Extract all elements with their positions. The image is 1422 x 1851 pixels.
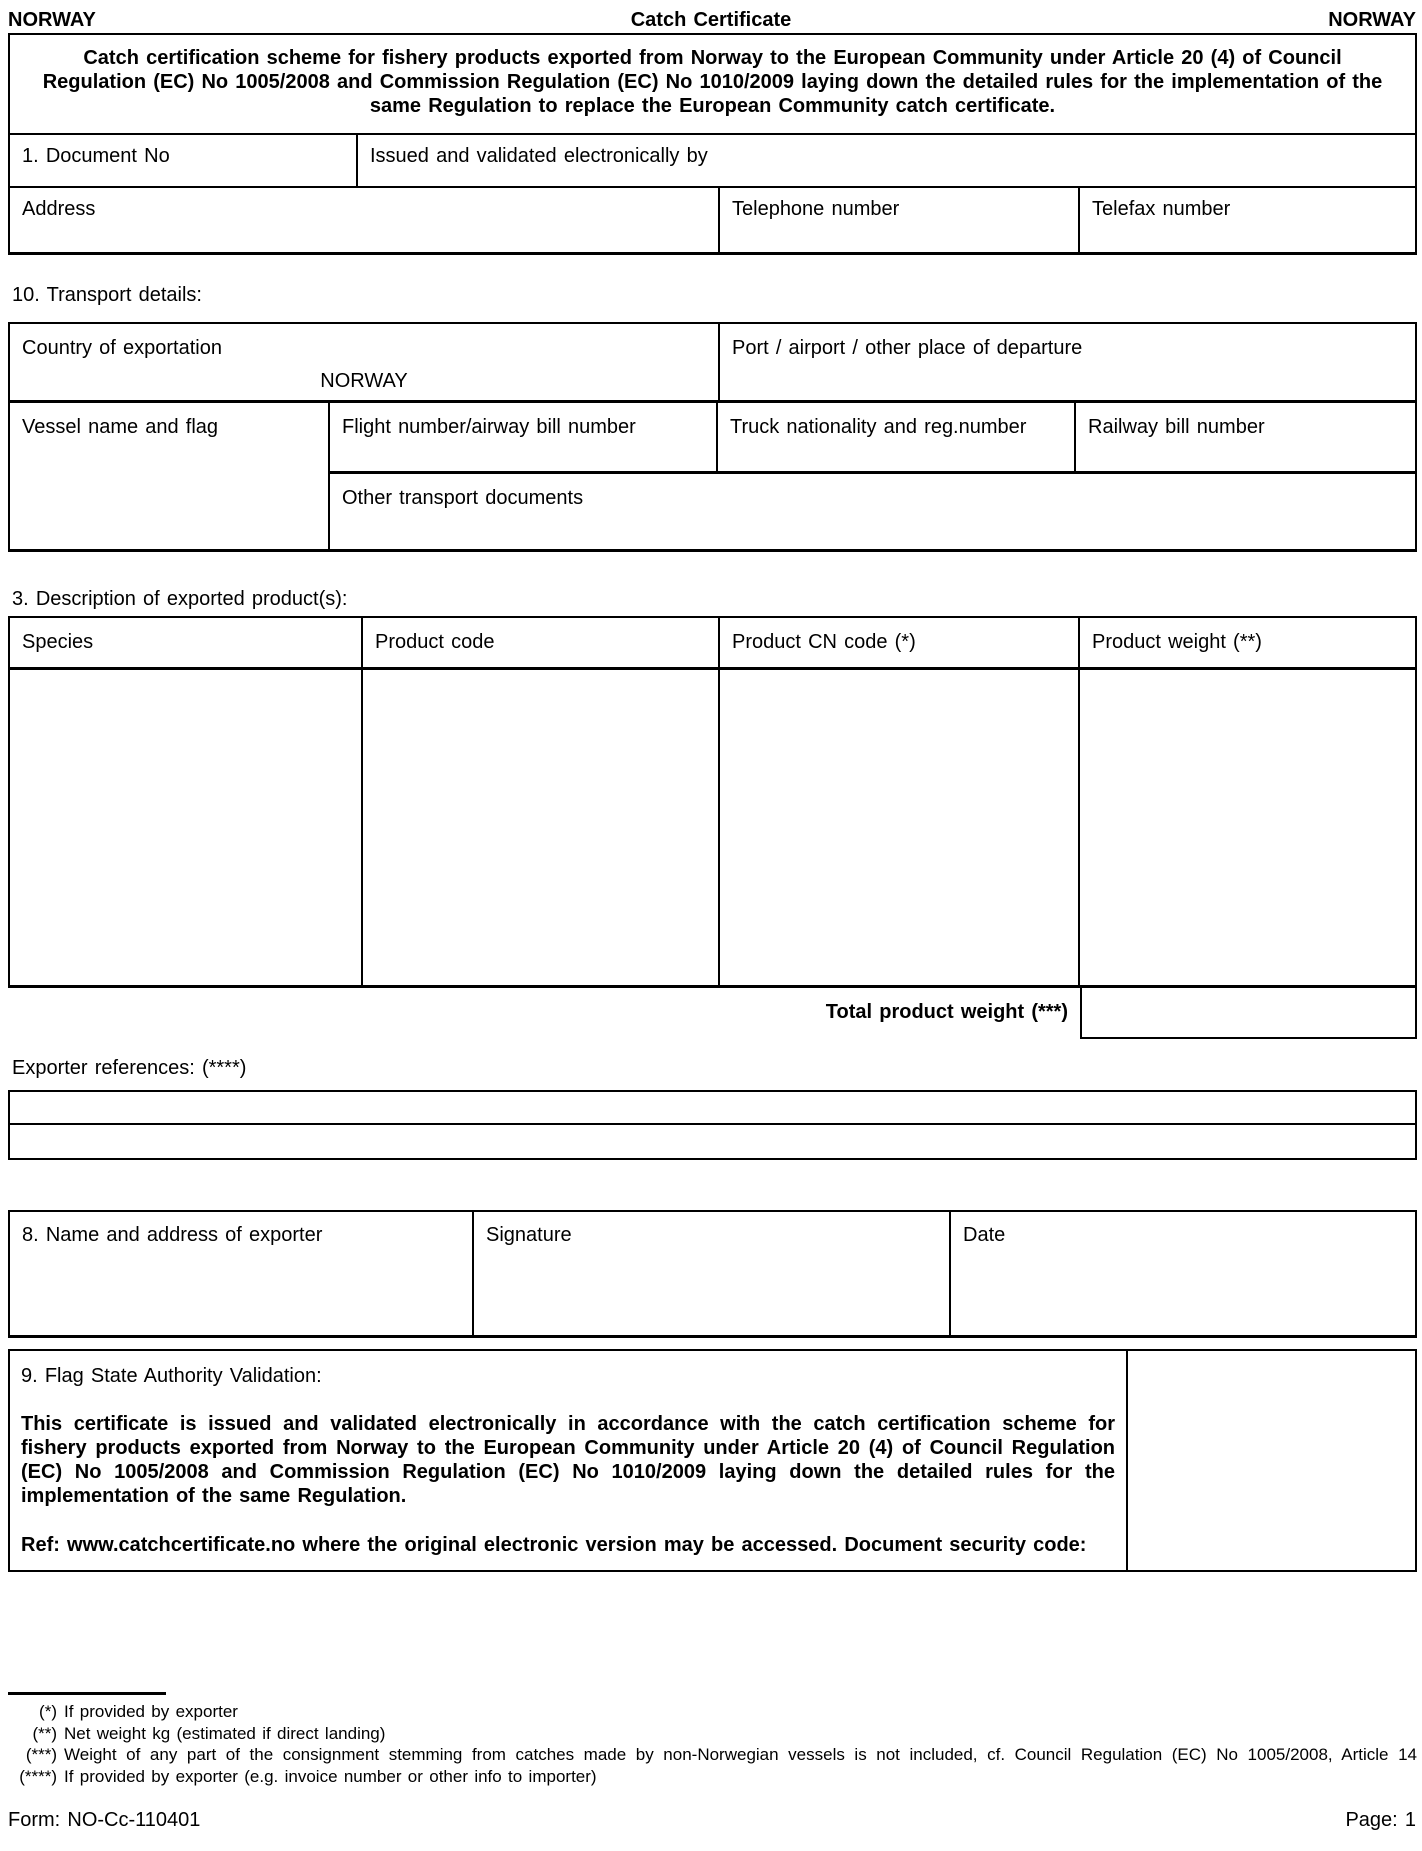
total-product-weight-value <box>1080 988 1417 1039</box>
column-header-product-weight: Product weight (**) <box>1092 631 1262 653</box>
total-product-weight-label: Total product weight (***) <box>825 1001 1068 1023</box>
footnote-separator-line <box>8 1692 166 1695</box>
header-country-right: NORWAY <box>1328 9 1416 31</box>
products-body-row <box>10 670 1415 985</box>
column-header-species: Species <box>10 618 363 667</box>
footer-form-number: Form: NO-Cc-110401 <box>8 1809 201 1831</box>
footnote-marker: (****) <box>19 1766 57 1786</box>
validation-heading: 9. Flag State Authority Validation: <box>21 1365 322 1387</box>
address-row <box>8 188 1417 255</box>
address-label: Address <box>10 188 720 252</box>
header-country-left: NORWAY <box>8 9 96 31</box>
products-header-row <box>10 618 1415 670</box>
page-title: Catch Certificate <box>630 9 792 31</box>
country-of-exportation-cell <box>10 324 720 400</box>
exporter-references-heading: Exporter references: (****) <box>12 1057 247 1079</box>
total-weight-row <box>8 988 1417 1039</box>
footnote-text: Net weight kg (estimated if direct landing) <box>64 1723 386 1743</box>
telefax-label: Telefax number <box>1092 198 1231 220</box>
validation-text-cell <box>10 1351 1128 1570</box>
transport-table <box>8 322 1417 552</box>
transport-row-vessel <box>10 403 1415 549</box>
exporter-reference-row <box>10 1092 1415 1125</box>
footnotes <box>8 1701 1417 1787</box>
truck-nationality-label: Truck nationality and reg.number <box>718 403 1076 471</box>
column-header-cn-code: Product CN code (*) <box>720 618 1080 667</box>
exporter-reference-row <box>10 1125 1415 1158</box>
validation-body-text: This certificate is issued and validated electronically in accordance with the catch certification scheme for fishery products exported from Norway to the European Community under Article 20 (4) of Council Regulation (EC) No 1005/2008 and Commission Regulation (EC) No 1010/2009 laying down the detailed rules for the implementation of the same Regulation. <box>21 1413 1115 1507</box>
exporter-table <box>8 1210 1417 1338</box>
scheme-intro-text: Catch certification scheme for fishery products exported from Norway to the European Community under Article 20 (4) of Council Regulation (EC) No 1005/2008 and Commission Regulation (EC) No 1010/2009 laying down the detailed rules for the implementation of the same Regulation to replace the European Community catch certificate. <box>8 33 1417 135</box>
document-table <box>8 33 1417 255</box>
document-no-row <box>8 135 1417 188</box>
product-cell-cn-code <box>720 670 1080 985</box>
footnote-text: If provided by exporter <box>64 1702 238 1721</box>
exporter-name-address-label: 8. Name and address of exporter <box>10 1212 474 1335</box>
footnote-row <box>8 1701 1417 1723</box>
validation-stamp-cell <box>1128 1351 1415 1570</box>
railway-bill-label: Railway bill number <box>1088 416 1265 438</box>
footer-page-number: Page: 1 <box>1345 1809 1416 1831</box>
product-cell-product-code <box>363 670 720 985</box>
footnote-text: If provided by exporter (e.g. invoice number or other info to importer) <box>64 1766 597 1786</box>
transport-section-heading: 10. Transport details: <box>12 284 202 306</box>
transport-row-country <box>10 324 1415 403</box>
vessel-name-flag-label: Vessel name and flag <box>10 403 330 549</box>
footnote-row <box>8 1723 1417 1745</box>
footnote-marker: (**) <box>32 1723 57 1743</box>
products-section-heading: 3. Description of exported product(s): <box>12 588 348 610</box>
signature-label: Signature <box>474 1212 951 1335</box>
footnote-marker: (***) <box>25 1745 57 1764</box>
other-transport-docs-label: Other transport documents <box>342 487 584 509</box>
country-of-exportation-label: Country of exportation <box>22 337 222 359</box>
footnote-text: Weight of any part of the consignment stemming from catches made by non-Norwegian vessels is not included, cf. Council Regulation (EC) No 1005/2008, Article 14 <box>64 1745 1417 1764</box>
document-no-label: 1. Document No <box>10 135 358 186</box>
transport-right-block <box>330 403 1415 549</box>
products-table <box>8 616 1417 988</box>
flag-state-validation-box <box>8 1349 1417 1572</box>
exporter-references-box <box>8 1090 1417 1160</box>
footnote-row <box>8 1766 1417 1788</box>
product-cell-weight <box>1080 670 1415 985</box>
product-cell-species <box>10 670 363 985</box>
footnote-row <box>8 1744 1417 1766</box>
date-label: Date <box>963 1224 1006 1246</box>
footnote-marker: (*) <box>39 1702 57 1721</box>
column-header-product-code: Product code <box>363 618 720 667</box>
issued-by-label: Issued and validated electronically by <box>370 145 708 167</box>
port-departure-label: Port / airport / other place of departure <box>732 337 1083 359</box>
country-of-exportation-value: NORWAY <box>320 370 408 392</box>
transport-subrow-modes <box>330 403 1415 474</box>
validation-ref-line: Ref: www.catchcertificate.no where the original electronic version may be accessed. Document security code: <box>21 1534 1087 1556</box>
flight-number-label: Flight number/airway bill number <box>330 403 718 471</box>
telephone-label: Telephone number <box>720 188 1080 252</box>
